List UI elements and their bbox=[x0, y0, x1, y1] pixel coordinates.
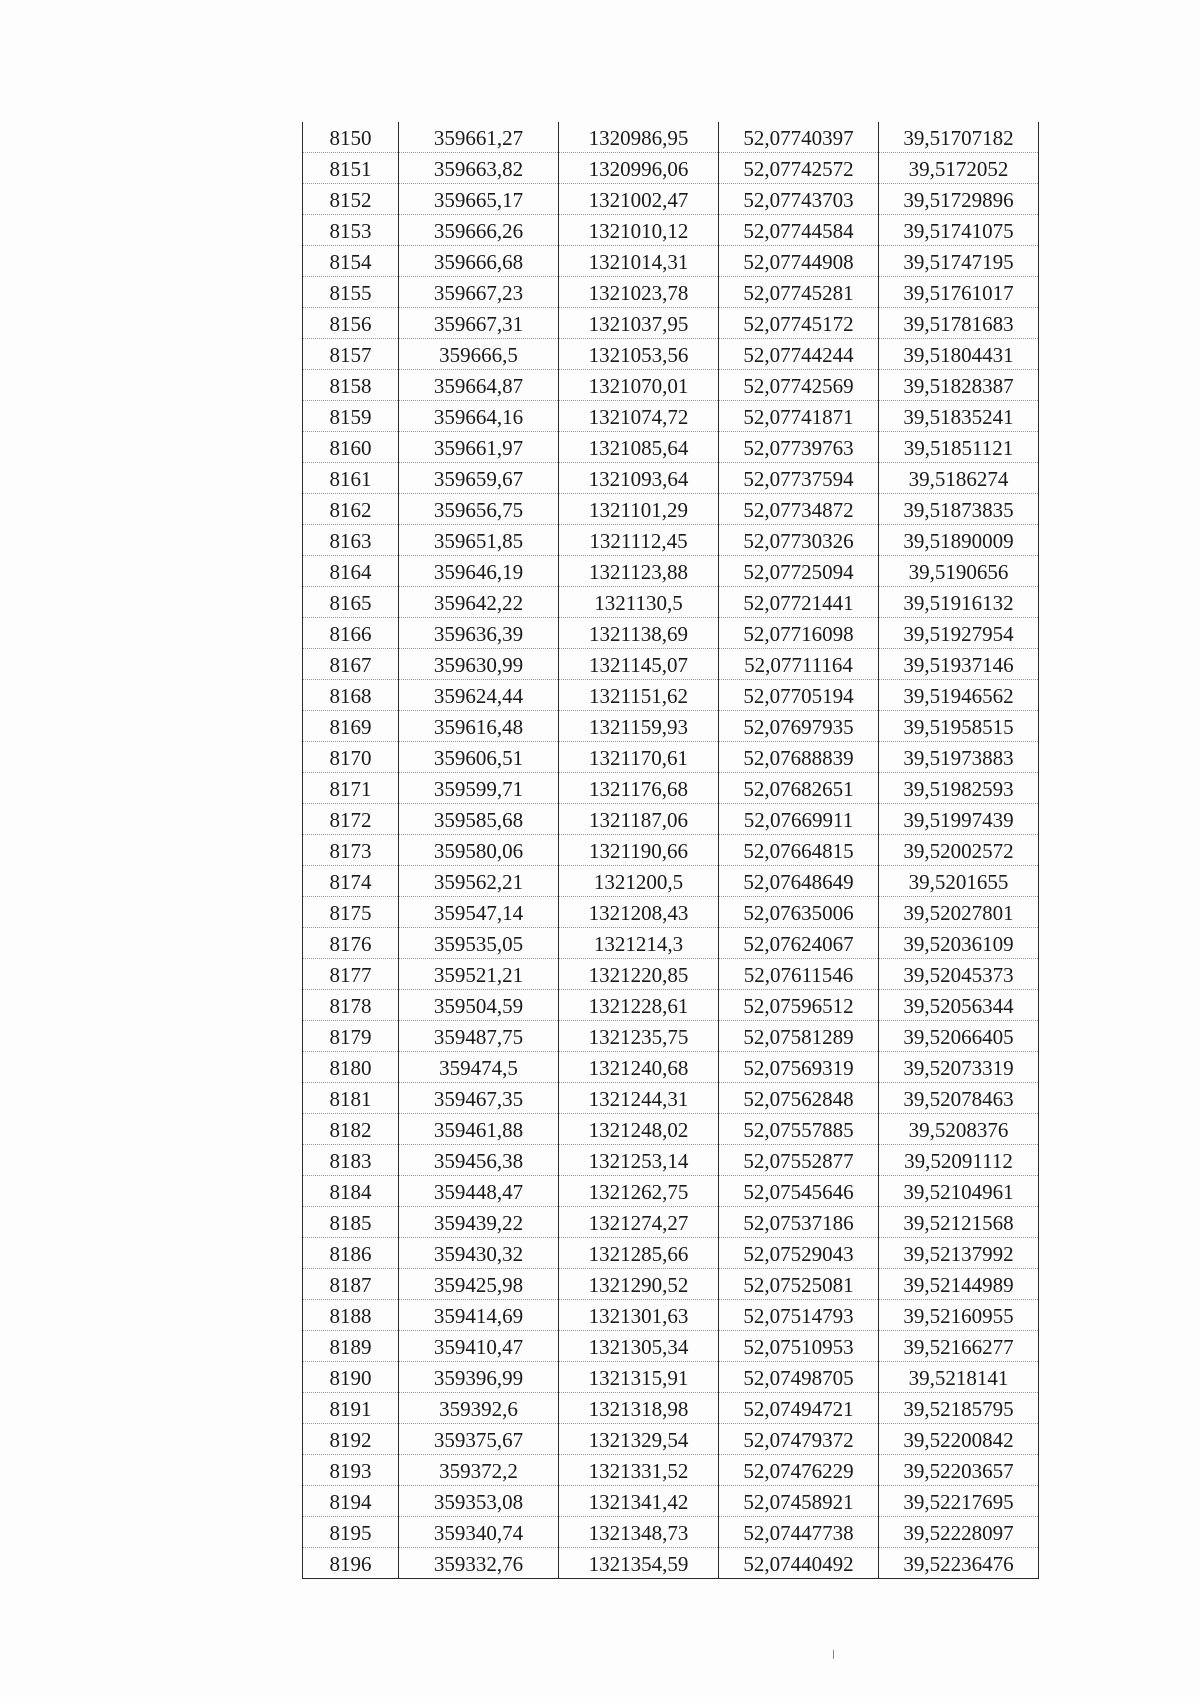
table-row bbox=[303, 649, 1039, 680]
x-coordinate-cell: 359410,47 bbox=[399, 1331, 559, 1362]
x-coordinate-cell: 359667,31 bbox=[399, 308, 559, 339]
x-coordinate-cell: 359580,06 bbox=[399, 835, 559, 866]
longitude-cell: 39,52104961 bbox=[879, 1176, 1039, 1207]
point-number-cell: 8156 bbox=[303, 308, 399, 339]
table-row bbox=[303, 1455, 1039, 1486]
latitude-cell: 52,07716098 bbox=[719, 618, 879, 649]
y-coordinate-cell: 1321220,85 bbox=[559, 959, 719, 990]
table-row bbox=[303, 1176, 1039, 1207]
longitude-cell: 39,51761017 bbox=[879, 277, 1039, 308]
latitude-cell: 52,07476229 bbox=[719, 1455, 879, 1486]
y-coordinate-cell: 1321305,34 bbox=[559, 1331, 719, 1362]
latitude-cell: 52,07498705 bbox=[719, 1362, 879, 1393]
latitude-cell: 52,07742569 bbox=[719, 370, 879, 401]
longitude-cell: 39,51741075 bbox=[879, 215, 1039, 246]
latitude-cell: 52,07479372 bbox=[719, 1424, 879, 1455]
coordinates-table-body bbox=[303, 122, 1039, 1579]
y-coordinate-cell: 1321014,31 bbox=[559, 246, 719, 277]
table-row bbox=[303, 1269, 1039, 1300]
longitude-cell: 39,5186274 bbox=[879, 463, 1039, 494]
x-coordinate-cell: 359630,99 bbox=[399, 649, 559, 680]
table-row bbox=[303, 1548, 1039, 1579]
longitude-cell: 39,52200842 bbox=[879, 1424, 1039, 1455]
table-row bbox=[303, 525, 1039, 556]
table-row bbox=[303, 742, 1039, 773]
latitude-cell: 52,07688839 bbox=[719, 742, 879, 773]
longitude-cell: 39,51916132 bbox=[879, 587, 1039, 618]
y-coordinate-cell: 1320986,95 bbox=[559, 122, 719, 153]
latitude-cell: 52,07525081 bbox=[719, 1269, 879, 1300]
x-coordinate-cell: 359666,26 bbox=[399, 215, 559, 246]
y-coordinate-cell: 1321123,88 bbox=[559, 556, 719, 587]
point-number-cell: 8194 bbox=[303, 1486, 399, 1517]
latitude-cell: 52,07596512 bbox=[719, 990, 879, 1021]
table-row bbox=[303, 1083, 1039, 1114]
point-number-cell: 8176 bbox=[303, 928, 399, 959]
longitude-cell: 39,52236476 bbox=[879, 1548, 1039, 1579]
x-coordinate-cell: 359332,76 bbox=[399, 1548, 559, 1579]
y-coordinate-cell: 1321112,45 bbox=[559, 525, 719, 556]
x-coordinate-cell: 359375,67 bbox=[399, 1424, 559, 1455]
point-number-cell: 8153 bbox=[303, 215, 399, 246]
table-row bbox=[303, 1486, 1039, 1517]
longitude-cell: 39,51707182 bbox=[879, 122, 1039, 153]
y-coordinate-cell: 1321101,29 bbox=[559, 494, 719, 525]
longitude-cell: 39,52228097 bbox=[879, 1517, 1039, 1548]
y-coordinate-cell: 1321070,01 bbox=[559, 370, 719, 401]
longitude-cell: 39,51958515 bbox=[879, 711, 1039, 742]
point-number-cell: 8172 bbox=[303, 804, 399, 835]
table-row bbox=[303, 959, 1039, 990]
point-number-cell: 8190 bbox=[303, 1362, 399, 1393]
point-number-cell: 8181 bbox=[303, 1083, 399, 1114]
latitude-cell: 52,07743703 bbox=[719, 184, 879, 215]
longitude-cell: 39,52078463 bbox=[879, 1083, 1039, 1114]
longitude-cell: 39,5218141 bbox=[879, 1362, 1039, 1393]
longitude-cell: 39,52002572 bbox=[879, 835, 1039, 866]
point-number-cell: 8192 bbox=[303, 1424, 399, 1455]
latitude-cell: 52,07745172 bbox=[719, 308, 879, 339]
table-row bbox=[303, 1517, 1039, 1548]
x-coordinate-cell: 359661,27 bbox=[399, 122, 559, 153]
table-row bbox=[303, 1021, 1039, 1052]
latitude-cell: 52,07624067 bbox=[719, 928, 879, 959]
y-coordinate-cell: 1321130,5 bbox=[559, 587, 719, 618]
latitude-cell: 52,07569319 bbox=[719, 1052, 879, 1083]
table-row bbox=[303, 463, 1039, 494]
table-row bbox=[303, 370, 1039, 401]
y-coordinate-cell: 1321170,61 bbox=[559, 742, 719, 773]
x-coordinate-cell: 359439,22 bbox=[399, 1207, 559, 1238]
latitude-cell: 52,07742572 bbox=[719, 153, 879, 184]
table-row bbox=[303, 556, 1039, 587]
table-row bbox=[303, 773, 1039, 804]
x-coordinate-cell: 359624,44 bbox=[399, 680, 559, 711]
point-number-cell: 8159 bbox=[303, 401, 399, 432]
x-coordinate-cell: 359414,69 bbox=[399, 1300, 559, 1331]
point-number-cell: 8175 bbox=[303, 897, 399, 928]
longitude-cell: 39,51927954 bbox=[879, 618, 1039, 649]
longitude-cell: 39,52203657 bbox=[879, 1455, 1039, 1486]
longitude-cell: 39,52056344 bbox=[879, 990, 1039, 1021]
latitude-cell: 52,07734872 bbox=[719, 494, 879, 525]
point-number-cell: 8189 bbox=[303, 1331, 399, 1362]
point-number-cell: 8170 bbox=[303, 742, 399, 773]
table-row bbox=[303, 1424, 1039, 1455]
point-number-cell: 8151 bbox=[303, 153, 399, 184]
table-row bbox=[303, 866, 1039, 897]
x-coordinate-cell: 359535,05 bbox=[399, 928, 559, 959]
longitude-cell: 39,52217695 bbox=[879, 1486, 1039, 1517]
latitude-cell: 52,07664815 bbox=[719, 835, 879, 866]
longitude-cell: 39,52121568 bbox=[879, 1207, 1039, 1238]
latitude-cell: 52,07730326 bbox=[719, 525, 879, 556]
point-number-cell: 8161 bbox=[303, 463, 399, 494]
longitude-cell: 39,52045373 bbox=[879, 959, 1039, 990]
x-coordinate-cell: 359666,68 bbox=[399, 246, 559, 277]
y-coordinate-cell: 1321262,75 bbox=[559, 1176, 719, 1207]
latitude-cell: 52,07744584 bbox=[719, 215, 879, 246]
y-coordinate-cell: 1321138,69 bbox=[559, 618, 719, 649]
point-number-cell: 8185 bbox=[303, 1207, 399, 1238]
x-coordinate-cell: 359353,08 bbox=[399, 1486, 559, 1517]
table-row bbox=[303, 711, 1039, 742]
x-coordinate-cell: 359606,51 bbox=[399, 742, 559, 773]
point-number-cell: 8195 bbox=[303, 1517, 399, 1548]
longitude-cell: 39,51729896 bbox=[879, 184, 1039, 215]
longitude-cell: 39,52066405 bbox=[879, 1021, 1039, 1052]
x-coordinate-cell: 359636,39 bbox=[399, 618, 559, 649]
table-row bbox=[303, 835, 1039, 866]
longitude-cell: 39,52073319 bbox=[879, 1052, 1039, 1083]
latitude-cell: 52,07721441 bbox=[719, 587, 879, 618]
latitude-cell: 52,07669911 bbox=[719, 804, 879, 835]
x-coordinate-cell: 359456,38 bbox=[399, 1145, 559, 1176]
x-coordinate-cell: 359656,75 bbox=[399, 494, 559, 525]
x-coordinate-cell: 359425,98 bbox=[399, 1269, 559, 1300]
table-row bbox=[303, 215, 1039, 246]
point-number-cell: 8152 bbox=[303, 184, 399, 215]
page-mark bbox=[833, 1650, 834, 1659]
longitude-cell: 39,51997439 bbox=[879, 804, 1039, 835]
y-coordinate-cell: 1321341,42 bbox=[559, 1486, 719, 1517]
point-number-cell: 8174 bbox=[303, 866, 399, 897]
table-row bbox=[303, 1300, 1039, 1331]
x-coordinate-cell: 359448,47 bbox=[399, 1176, 559, 1207]
point-number-cell: 8183 bbox=[303, 1145, 399, 1176]
x-coordinate-cell: 359664,87 bbox=[399, 370, 559, 401]
x-coordinate-cell: 359651,85 bbox=[399, 525, 559, 556]
longitude-cell: 39,51828387 bbox=[879, 370, 1039, 401]
longitude-cell: 39,5201655 bbox=[879, 866, 1039, 897]
longitude-cell: 39,52160955 bbox=[879, 1300, 1039, 1331]
longitude-cell: 39,52137992 bbox=[879, 1238, 1039, 1269]
longitude-cell: 39,51851121 bbox=[879, 432, 1039, 463]
point-number-cell: 8164 bbox=[303, 556, 399, 587]
table-row bbox=[303, 587, 1039, 618]
x-coordinate-cell: 359372,2 bbox=[399, 1455, 559, 1486]
y-coordinate-cell: 1321023,78 bbox=[559, 277, 719, 308]
latitude-cell: 52,07458921 bbox=[719, 1486, 879, 1517]
y-coordinate-cell: 1321235,75 bbox=[559, 1021, 719, 1052]
x-coordinate-cell: 359340,74 bbox=[399, 1517, 559, 1548]
y-coordinate-cell: 1321085,64 bbox=[559, 432, 719, 463]
longitude-cell: 39,5172052 bbox=[879, 153, 1039, 184]
y-coordinate-cell: 1321248,02 bbox=[559, 1114, 719, 1145]
table-row bbox=[303, 804, 1039, 835]
latitude-cell: 52,07697935 bbox=[719, 711, 879, 742]
y-coordinate-cell: 1321190,66 bbox=[559, 835, 719, 866]
table-row bbox=[303, 680, 1039, 711]
latitude-cell: 52,07494721 bbox=[719, 1393, 879, 1424]
x-coordinate-cell: 359487,75 bbox=[399, 1021, 559, 1052]
point-number-cell: 8182 bbox=[303, 1114, 399, 1145]
longitude-cell: 39,51982593 bbox=[879, 773, 1039, 804]
x-coordinate-cell: 359664,16 bbox=[399, 401, 559, 432]
table-row bbox=[303, 1331, 1039, 1362]
longitude-cell: 39,51946562 bbox=[879, 680, 1039, 711]
y-coordinate-cell: 1321002,47 bbox=[559, 184, 719, 215]
point-number-cell: 8158 bbox=[303, 370, 399, 401]
longitude-cell: 39,52185795 bbox=[879, 1393, 1039, 1424]
x-coordinate-cell: 359562,21 bbox=[399, 866, 559, 897]
point-number-cell: 8187 bbox=[303, 1269, 399, 1300]
point-number-cell: 8167 bbox=[303, 649, 399, 680]
point-number-cell: 8188 bbox=[303, 1300, 399, 1331]
y-coordinate-cell: 1321074,72 bbox=[559, 401, 719, 432]
x-coordinate-cell: 359666,5 bbox=[399, 339, 559, 370]
table-row bbox=[303, 401, 1039, 432]
latitude-cell: 52,07537186 bbox=[719, 1207, 879, 1238]
longitude-cell: 39,5190656 bbox=[879, 556, 1039, 587]
y-coordinate-cell: 1321145,07 bbox=[559, 649, 719, 680]
point-number-cell: 8163 bbox=[303, 525, 399, 556]
point-number-cell: 8150 bbox=[303, 122, 399, 153]
x-coordinate-cell: 359599,71 bbox=[399, 773, 559, 804]
table-row bbox=[303, 153, 1039, 184]
latitude-cell: 52,07611546 bbox=[719, 959, 879, 990]
latitude-cell: 52,07510953 bbox=[719, 1331, 879, 1362]
y-coordinate-cell: 1321290,52 bbox=[559, 1269, 719, 1300]
longitude-cell: 39,52144989 bbox=[879, 1269, 1039, 1300]
table-row bbox=[303, 990, 1039, 1021]
longitude-cell: 39,51973883 bbox=[879, 742, 1039, 773]
table-row bbox=[303, 122, 1039, 153]
table-row bbox=[303, 246, 1039, 277]
y-coordinate-cell: 1321151,62 bbox=[559, 680, 719, 711]
y-coordinate-cell: 1321053,56 bbox=[559, 339, 719, 370]
x-coordinate-cell: 359396,99 bbox=[399, 1362, 559, 1393]
x-coordinate-cell: 359547,14 bbox=[399, 897, 559, 928]
y-coordinate-cell: 1321285,66 bbox=[559, 1238, 719, 1269]
x-coordinate-cell: 359663,82 bbox=[399, 153, 559, 184]
latitude-cell: 52,07682651 bbox=[719, 773, 879, 804]
y-coordinate-cell: 1321037,95 bbox=[559, 308, 719, 339]
table-row bbox=[303, 1238, 1039, 1269]
table-row bbox=[303, 339, 1039, 370]
point-number-cell: 8180 bbox=[303, 1052, 399, 1083]
x-coordinate-cell: 359665,17 bbox=[399, 184, 559, 215]
y-coordinate-cell: 1321214,3 bbox=[559, 928, 719, 959]
latitude-cell: 52,07581289 bbox=[719, 1021, 879, 1052]
point-number-cell: 8154 bbox=[303, 246, 399, 277]
longitude-cell: 39,51835241 bbox=[879, 401, 1039, 432]
table-row bbox=[303, 1393, 1039, 1424]
y-coordinate-cell: 1321010,12 bbox=[559, 215, 719, 246]
latitude-cell: 52,07725094 bbox=[719, 556, 879, 587]
longitude-cell: 39,52027801 bbox=[879, 897, 1039, 928]
table-row bbox=[303, 184, 1039, 215]
latitude-cell: 52,07648649 bbox=[719, 866, 879, 897]
point-number-cell: 8157 bbox=[303, 339, 399, 370]
x-coordinate-cell: 359646,19 bbox=[399, 556, 559, 587]
y-coordinate-cell: 1321240,68 bbox=[559, 1052, 719, 1083]
point-number-cell: 8179 bbox=[303, 1021, 399, 1052]
table-row bbox=[303, 1207, 1039, 1238]
longitude-cell: 39,51937146 bbox=[879, 649, 1039, 680]
x-coordinate-cell: 359585,68 bbox=[399, 804, 559, 835]
longitude-cell: 39,52091112 bbox=[879, 1145, 1039, 1176]
coordinates-table bbox=[302, 122, 1039, 1579]
table-row bbox=[303, 1114, 1039, 1145]
longitude-cell: 39,51804431 bbox=[879, 339, 1039, 370]
x-coordinate-cell: 359642,22 bbox=[399, 587, 559, 618]
point-number-cell: 8196 bbox=[303, 1548, 399, 1579]
latitude-cell: 52,07545646 bbox=[719, 1176, 879, 1207]
latitude-cell: 52,07552877 bbox=[719, 1145, 879, 1176]
longitude-cell: 39,51781683 bbox=[879, 308, 1039, 339]
latitude-cell: 52,07562848 bbox=[719, 1083, 879, 1114]
table-row bbox=[303, 432, 1039, 463]
latitude-cell: 52,07744908 bbox=[719, 246, 879, 277]
table-row bbox=[303, 1145, 1039, 1176]
x-coordinate-cell: 359467,35 bbox=[399, 1083, 559, 1114]
y-coordinate-cell: 1321200,5 bbox=[559, 866, 719, 897]
y-coordinate-cell: 1321318,98 bbox=[559, 1393, 719, 1424]
y-coordinate-cell: 1321253,14 bbox=[559, 1145, 719, 1176]
point-number-cell: 8169 bbox=[303, 711, 399, 742]
latitude-cell: 52,07711164 bbox=[719, 649, 879, 680]
latitude-cell: 52,07440492 bbox=[719, 1548, 879, 1579]
latitude-cell: 52,07514793 bbox=[719, 1300, 879, 1331]
point-number-cell: 8191 bbox=[303, 1393, 399, 1424]
table-row bbox=[303, 277, 1039, 308]
point-number-cell: 8177 bbox=[303, 959, 399, 990]
y-coordinate-cell: 1321244,31 bbox=[559, 1083, 719, 1114]
point-number-cell: 8184 bbox=[303, 1176, 399, 1207]
y-coordinate-cell: 1321187,06 bbox=[559, 804, 719, 835]
y-coordinate-cell: 1321331,52 bbox=[559, 1455, 719, 1486]
latitude-cell: 52,07635006 bbox=[719, 897, 879, 928]
x-coordinate-cell: 359521,21 bbox=[399, 959, 559, 990]
latitude-cell: 52,07744244 bbox=[719, 339, 879, 370]
point-number-cell: 8193 bbox=[303, 1455, 399, 1486]
table-row bbox=[303, 928, 1039, 959]
latitude-cell: 52,07557885 bbox=[719, 1114, 879, 1145]
x-coordinate-cell: 359474,5 bbox=[399, 1052, 559, 1083]
x-coordinate-cell: 359661,97 bbox=[399, 432, 559, 463]
longitude-cell: 39,51890009 bbox=[879, 525, 1039, 556]
latitude-cell: 52,07739763 bbox=[719, 432, 879, 463]
y-coordinate-cell: 1321176,68 bbox=[559, 773, 719, 804]
y-coordinate-cell: 1321329,54 bbox=[559, 1424, 719, 1455]
y-coordinate-cell: 1321274,27 bbox=[559, 1207, 719, 1238]
latitude-cell: 52,07741871 bbox=[719, 401, 879, 432]
point-number-cell: 8165 bbox=[303, 587, 399, 618]
y-coordinate-cell: 1321159,93 bbox=[559, 711, 719, 742]
table-row bbox=[303, 308, 1039, 339]
y-coordinate-cell: 1321348,73 bbox=[559, 1517, 719, 1548]
point-number-cell: 8166 bbox=[303, 618, 399, 649]
longitude-cell: 39,51747195 bbox=[879, 246, 1039, 277]
y-coordinate-cell: 1321301,63 bbox=[559, 1300, 719, 1331]
longitude-cell: 39,52166277 bbox=[879, 1331, 1039, 1362]
latitude-cell: 52,07705194 bbox=[719, 680, 879, 711]
point-number-cell: 8162 bbox=[303, 494, 399, 525]
table-row bbox=[303, 1052, 1039, 1083]
latitude-cell: 52,07745281 bbox=[719, 277, 879, 308]
table-row bbox=[303, 618, 1039, 649]
x-coordinate-cell: 359430,32 bbox=[399, 1238, 559, 1269]
table-row bbox=[303, 1362, 1039, 1393]
x-coordinate-cell: 359616,48 bbox=[399, 711, 559, 742]
y-coordinate-cell: 1321354,59 bbox=[559, 1548, 719, 1579]
latitude-cell: 52,07447738 bbox=[719, 1517, 879, 1548]
y-coordinate-cell: 1320996,06 bbox=[559, 153, 719, 184]
point-number-cell: 8155 bbox=[303, 277, 399, 308]
latitude-cell: 52,07737594 bbox=[719, 463, 879, 494]
x-coordinate-cell: 359667,23 bbox=[399, 277, 559, 308]
table-row bbox=[303, 897, 1039, 928]
point-number-cell: 8178 bbox=[303, 990, 399, 1021]
x-coordinate-cell: 359392,6 bbox=[399, 1393, 559, 1424]
point-number-cell: 8171 bbox=[303, 773, 399, 804]
x-coordinate-cell: 359504,59 bbox=[399, 990, 559, 1021]
y-coordinate-cell: 1321315,91 bbox=[559, 1362, 719, 1393]
latitude-cell: 52,07740397 bbox=[719, 122, 879, 153]
y-coordinate-cell: 1321228,61 bbox=[559, 990, 719, 1021]
latitude-cell: 52,07529043 bbox=[719, 1238, 879, 1269]
x-coordinate-cell: 359659,67 bbox=[399, 463, 559, 494]
point-number-cell: 8173 bbox=[303, 835, 399, 866]
y-coordinate-cell: 1321208,43 bbox=[559, 897, 719, 928]
longitude-cell: 39,52036109 bbox=[879, 928, 1039, 959]
longitude-cell: 39,5208376 bbox=[879, 1114, 1039, 1145]
point-number-cell: 8160 bbox=[303, 432, 399, 463]
table-row bbox=[303, 494, 1039, 525]
x-coordinate-cell: 359461,88 bbox=[399, 1114, 559, 1145]
point-number-cell: 8186 bbox=[303, 1238, 399, 1269]
point-number-cell: 8168 bbox=[303, 680, 399, 711]
y-coordinate-cell: 1321093,64 bbox=[559, 463, 719, 494]
longitude-cell: 39,51873835 bbox=[879, 494, 1039, 525]
